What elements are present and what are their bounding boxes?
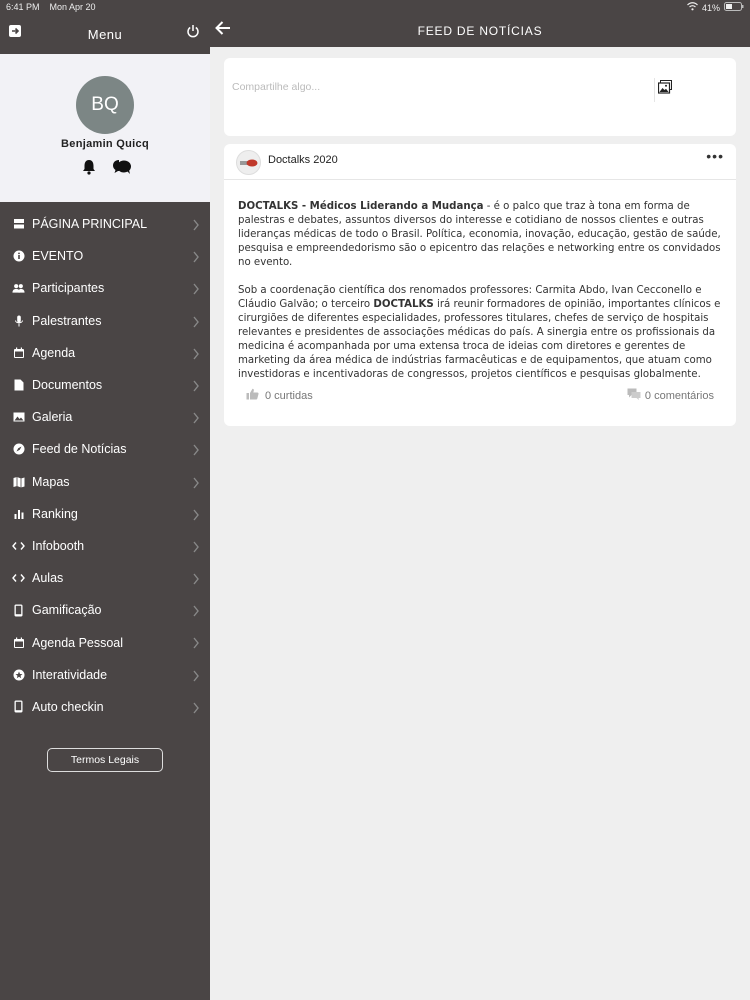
chat-icon[interactable] [112,158,130,176]
avatar[interactable]: BQ [76,76,134,134]
calendar-icon [12,346,25,359]
chevron-right-icon [192,604,200,616]
battery-percent: 41% [701,2,720,13]
sidebar-menu [0,208,210,723]
phone-icon [12,700,25,713]
phone-icon [12,604,25,617]
sidebar-item-label: Agenda [32,345,76,360]
chevron-right-icon [192,379,200,391]
sidebar-item-label: EVENTO [32,249,84,264]
power-icon[interactable] [186,24,202,40]
sidebar-item-label: Palestrantes [32,313,102,328]
main-header [210,0,750,47]
sidebar-item-agenda-pessoal[interactable] [0,626,210,658]
sidebar-item-infobooth[interactable] [0,530,210,562]
post-header [224,144,736,180]
compose-card [224,58,736,136]
code-icon [12,572,25,585]
bell-icon[interactable] [80,158,98,176]
sidebar-item-palestrantes[interactable] [0,305,210,337]
sidebar-item-evento[interactable] [0,240,210,272]
sidebar-item-pagina-principal[interactable] [0,208,210,240]
post-text: Sob a coordenação científica dos renomados professores: Carmita Abdo, Ivan Cecconello e Cláudio Galvão; o terceiro [238,285,702,310]
status-bar-left [0,0,210,14]
chevron-right-icon [192,411,200,423]
compass-icon [12,443,25,456]
sidebar-item-label: Galeria [32,410,73,425]
sidebar-item-label: Documentos [32,378,103,393]
sidebar-item-label: Mapas [32,474,70,489]
post-bold-text: DOCTALKS [373,299,434,310]
post-body [238,200,724,396]
post-paragraph [238,284,724,382]
page-title: FEED DE NOTÍCIAS [417,24,543,38]
status-date: Mon Apr 20 [49,2,96,12]
post-author-name[interactable]: Doctalks 2020 [268,154,338,166]
sidebar [0,0,210,1000]
status-bar-right [687,2,744,13]
sidebar-item-auto-checkin[interactable] [0,691,210,723]
microphone-icon [12,314,25,327]
sidebar-item-mapas[interactable] [0,466,210,498]
compose-divider [654,78,655,102]
compose-input[interactable] [232,76,642,98]
chevron-right-icon [192,669,200,681]
sidebar-item-documentos[interactable] [0,369,210,401]
post-paragraph [238,200,724,270]
sidebar-item-feed-de-noticias[interactable] [0,433,210,465]
sidebar-item-label: Aulas [32,571,64,586]
profile-name: Benjamin Quicq [61,138,149,150]
sidebar-item-label: Feed de Notícias [32,442,127,457]
sidebar-item-label: PÁGINA PRINCIPAL [32,217,148,232]
comments-count: 0 comentários [644,389,714,402]
news-post [224,144,736,426]
chevron-right-icon [192,347,200,359]
status-time: 6:41 PM [6,2,40,12]
wifi-icon [687,2,698,13]
sidebar-item-aulas[interactable] [0,562,210,594]
sidebar-item-label: Ranking [32,506,78,521]
sidebar-item-ranking[interactable] [0,498,210,530]
profile-panel [0,54,210,202]
sidebar-item-label: Auto checkin [32,699,104,714]
thumbs-up-icon [246,388,259,403]
post-text: irá reunir formadores de opinião, importantes clínicos e cirurgiões de diferentes especialidades, professores titulares, chefes de serviço de hospitais relevantes e presidentes de associações médicas do país. A sinergia entre os profissionais da medicina é acompanhada por uma extensa troca de ideias com diretores e gerentes de marketing da área médica de indústrias farmacêuticas e de equipamentos, que atuam como investidoras e incentivadoras de congressos, projetos científicos e pesquisas globalmente. [238,299,721,380]
sidebar-title: Menu [87,26,123,42]
chevron-right-icon [192,443,200,455]
chevron-right-icon [192,250,200,262]
sidebar-item-label: Participantes [32,281,105,296]
chevron-right-icon [192,476,200,488]
post-text: - é o palco que traz à tona em forma de palestras e debates, assuntos diversos do interesse e cotidiano de nossos clientes e outras lideranças médicas de todo o Brasil. Política, economia, inovação, educação, gestão de saúde, pesquisa e empreendedorismo são o epicentro das relações e networking entre os convidados no evento. [238,201,721,268]
profile-actions [80,158,130,176]
code-icon [12,539,25,552]
comments-icon [627,388,641,403]
more-options-icon[interactable]: ••• [706,148,724,164]
sidebar-item-label: Gamificação [32,603,102,618]
chevron-right-icon [192,572,200,584]
chevron-right-icon [192,636,200,648]
sidebar-item-label: Interatividade [32,667,108,682]
image-icon [12,411,25,424]
main-content [210,0,750,1000]
sidebar-header [0,14,210,54]
people-icon [12,282,25,295]
post-footer [224,388,736,408]
star-circle-icon [12,668,25,681]
calendar-icon [12,636,25,649]
home-icon [12,218,25,231]
chevron-right-icon [192,218,200,230]
sidebar-item-label: Agenda Pessoal [32,635,124,650]
sidebar-item-interatividade[interactable] [0,659,210,691]
chevron-right-icon [192,701,200,713]
chevron-right-icon [192,508,200,520]
photo-upload-icon[interactable] [658,80,672,94]
sidebar-item-label: Infobooth [32,538,85,553]
sidebar-item-participantes[interactable] [0,272,210,304]
logout-icon[interactable] [8,24,24,40]
post-author-avatar[interactable] [236,150,261,175]
chevron-right-icon [192,315,200,327]
info-icon [12,250,25,263]
chevron-right-icon [192,282,200,294]
sidebar-item-galeria[interactable] [0,401,210,433]
legal-terms-button[interactable]: Termos Legais [47,748,163,772]
like-button[interactable] [246,388,313,403]
likes-count: 0 curtidas [265,389,313,402]
comments-button[interactable] [627,388,714,403]
sidebar-item-agenda[interactable] [0,337,210,369]
post-bold-text: DOCTALKS - Médicos Liderando a Mudança [238,201,484,212]
document-icon [12,379,25,392]
map-icon [12,475,25,488]
battery-icon [724,2,744,13]
chevron-right-icon [192,540,200,552]
bar-chart-icon [12,507,25,520]
sidebar-item-gamificacao[interactable] [0,594,210,626]
